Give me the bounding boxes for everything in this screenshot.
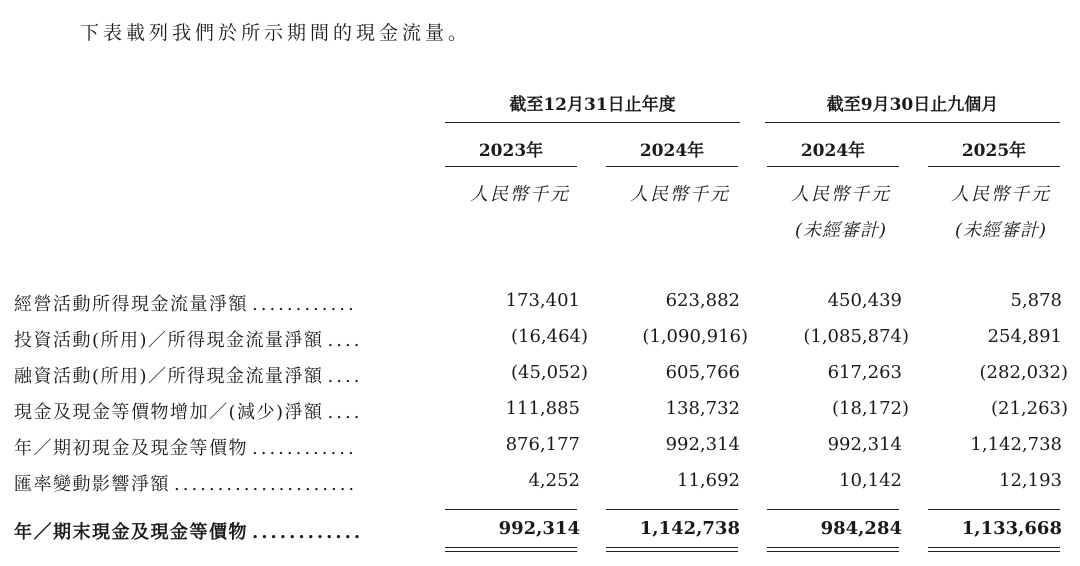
cell-value: 450,439	[827, 290, 902, 311]
cell-value-total: 1,133,668	[961, 518, 1062, 539]
total-double-rule-1	[445, 547, 577, 552]
cell-value: (21,263)	[990, 398, 1068, 419]
total-double-rule-2	[606, 547, 738, 552]
column-rule-3	[767, 166, 899, 167]
total-double-rule-3	[767, 547, 899, 552]
cell-value: 12,193	[999, 470, 1062, 491]
row-label-operating: 經營活動所得現金流量淨額 ............	[14, 294, 357, 315]
cell-value: (45,052)	[510, 362, 588, 383]
column-rule-1	[445, 166, 577, 167]
cell-value: (16,464)	[510, 326, 588, 347]
period-rule-annual	[445, 122, 740, 123]
column-rule-2	[606, 166, 738, 167]
cell-value-total: 1,142,738	[639, 518, 740, 539]
cell-value: 10,142	[839, 470, 902, 491]
period-header-annual: 截至12月31日止年度	[509, 95, 676, 115]
row-label-net-change: 現金及現金等價物增加／(減少)淨額 ....	[14, 402, 363, 423]
cell-value: 1,142,738	[970, 434, 1062, 455]
cell-value-total: 984,284	[820, 518, 902, 539]
row-label-fx-effect: 匯率變動影響淨額 .....................	[14, 474, 358, 495]
cell-value: 254,891	[987, 326, 1062, 347]
column-header-year-4: 2025年	[961, 141, 1027, 161]
row-label-opening-balance: 年／期初現金及現金等價物 ............	[14, 438, 357, 459]
cell-value: 138,732	[665, 398, 740, 419]
column-unit-2: 人民幣千元	[630, 184, 730, 205]
subtotal-rule-1	[445, 509, 577, 510]
column-note-3: (未經審計)	[794, 220, 888, 241]
intro-sentence: 下表載列我們於所示期間的現金流量。	[80, 22, 472, 44]
cell-value: (1,090,916)	[642, 326, 748, 347]
cell-value-total: 992,314	[498, 518, 580, 539]
subtotal-rule-4	[928, 509, 1060, 510]
total-double-rule-4	[928, 547, 1060, 552]
cell-value: 4,252	[528, 470, 580, 491]
cell-value: (18,172)	[831, 398, 909, 419]
column-header-year-1: 2023年	[478, 141, 544, 161]
column-note-4: (未經審計)	[954, 220, 1048, 241]
cell-value: 173,401	[505, 290, 580, 311]
cell-value: 992,314	[827, 434, 902, 455]
column-header-year-3: 2024年	[800, 141, 866, 161]
cell-value: (1,085,874)	[803, 326, 909, 347]
column-header-year-2: 2024年	[639, 141, 705, 161]
cell-value: 992,314	[665, 434, 740, 455]
column-rule-4	[928, 166, 1060, 167]
cell-value: 11,692	[677, 470, 740, 491]
cell-value: 876,177	[505, 434, 580, 455]
cell-value: 605,766	[665, 362, 740, 383]
cell-value: 5,878	[1010, 290, 1062, 311]
column-unit-4: 人民幣千元	[951, 184, 1051, 205]
column-unit-3: 人民幣千元	[791, 184, 891, 205]
subtotal-rule-3	[767, 509, 899, 510]
cell-value: 111,885	[505, 398, 580, 419]
row-label-financing: 融資活動(所用)／所得現金流量淨額 ....	[14, 366, 363, 387]
subtotal-rule-2	[606, 509, 738, 510]
cell-value: 623,882	[665, 290, 740, 311]
cell-value: (282,032)	[979, 362, 1068, 383]
column-unit-1: 人民幣千元	[470, 184, 570, 205]
row-label-closing-balance: 年／期末現金及現金等價物 ............	[14, 522, 364, 543]
row-label-investing: 投資活動(所用)／所得現金流量淨額 ....	[14, 330, 363, 351]
period-header-nine-months: 截至9月30日止九個月	[826, 95, 999, 115]
period-rule-nine-months	[765, 122, 1060, 123]
cell-value: 617,263	[827, 362, 902, 383]
